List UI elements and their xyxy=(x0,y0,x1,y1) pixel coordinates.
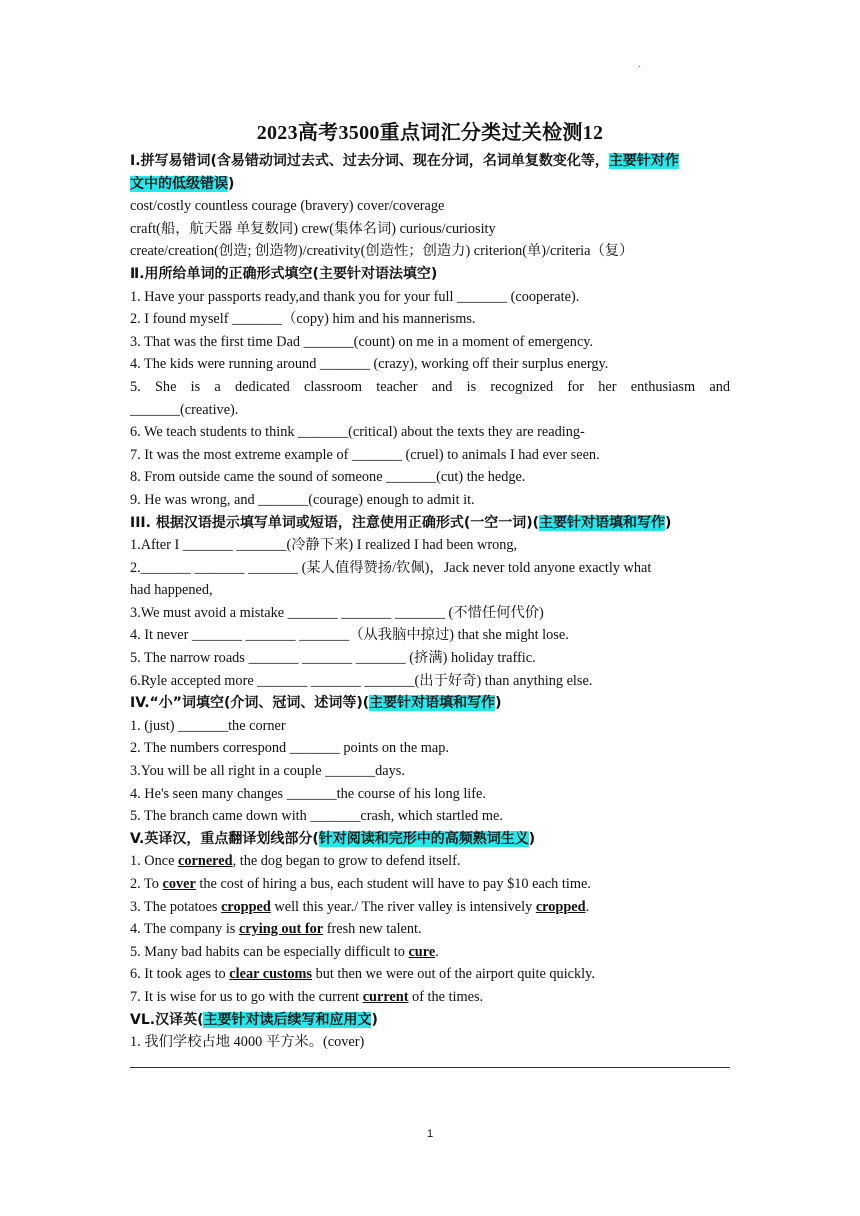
underlined-term: cover xyxy=(162,876,196,892)
answer-line xyxy=(130,1067,730,1068)
page-title: 2023高考3500重点词汇分类过关检测12 xyxy=(256,122,604,144)
exercise-item: 8. From outside came the sound of someone _______(cut) the hedge. xyxy=(130,469,526,486)
highlight: 主要针对语填和写作 xyxy=(539,514,666,531)
exercise-item: 4. He's seen many changes _______the course of his long life. xyxy=(130,785,486,802)
corner-mark: · xyxy=(638,62,642,73)
vocab-line: create/creation(创造; 创造物)/creativity(创造性；创造力) criterion(单)/criteria（复） xyxy=(130,243,634,260)
underlined-term: cropped xyxy=(535,898,586,915)
underlined-term: cure xyxy=(408,943,436,960)
vocab-line: craft(船，航天器 单复数同) crew(集体名词) curious/curiosity xyxy=(130,220,496,237)
section2-heading: Ⅱ.用所给单词的正确形式填空(主要针对语法填空) xyxy=(130,265,438,282)
section1-heading-cont: 文中的低级错误) xyxy=(130,175,235,192)
vocab-line: cost/costly countless courage (bravery) cover/coverage xyxy=(130,198,445,215)
translation-item: 3. The potatoes cropped well this year./ The river valley is intensively cropped. xyxy=(130,898,590,915)
exercise-item: 7. It was the most extreme example of _______ (cruel) to animals I had ever seen. xyxy=(130,446,600,463)
section1-heading: Ⅰ.拼写易错词(含易错动词过去式、过去分词、现在分词，名词单复数变化等，主要针对作 xyxy=(130,153,679,169)
highlight: 主要针对读后续写和应用文 xyxy=(203,1011,372,1028)
section3-heading: III. 根据汉语提示填写单词或短语，注意使用正确形式(一空一词)(主要针对语填和写作) xyxy=(130,514,672,531)
exercise-item: 6.Ryle accepted more _______ _______ _______(出于好奇) than anything else. xyxy=(130,672,593,689)
underlined-term: clear customs xyxy=(229,966,312,983)
section4-heading: IV.“小”词填空(介词、冠词、述词等)(主要针对语填和写作) xyxy=(130,695,502,712)
exercise-item: 2. I found myself _______（copy) him and his mannerisms. xyxy=(130,311,476,328)
exercise-item: 9. He was wrong, and _______(courage) enough to admit it. xyxy=(130,491,475,508)
section6-heading: VL.汉译英(主要针对读后续写和应用文) xyxy=(130,1011,378,1028)
translation-item: 4. The company is crying out for fresh new talent. xyxy=(130,921,422,938)
exercise-item: 3.You will be all right in a couple _______days. xyxy=(130,763,405,780)
exercise-item: 2. The numbers correspond _______ points on the map. xyxy=(130,740,449,757)
underlined-term: current xyxy=(362,988,409,1005)
exercise-item: 3. That was the first time Dad _______(count) on me in a moment of emergency. xyxy=(130,333,594,350)
underlined-term: cropped xyxy=(221,898,271,915)
highlight: 针对阅读和完形中的高频熟词生义 xyxy=(318,830,529,847)
highlight: 主要针对作 xyxy=(608,153,679,169)
exercise-item: 1. Have your passports ready,and thank you for your full _______ (cooperate). xyxy=(130,288,580,305)
exercise-item: 4. It never _______ _______ _______（从我脑中掠过) that she might lose. xyxy=(130,627,569,644)
highlight: 文中的低级错误 xyxy=(130,175,228,192)
exercise-item: 5. The narrow roads _______ _______ _______ (挤满) holiday traffic. xyxy=(130,650,536,667)
exercise-item-cont: had happened, xyxy=(130,582,213,599)
translation-item: 2. To cover the cost of hiring a bus, each student will have to pay $10 each time. xyxy=(130,876,591,892)
translation-item: 6. It took ages to clear customs but then we were out of the airport quite quickly. xyxy=(130,966,595,983)
exercise-item-cont: _______(creative). xyxy=(130,401,239,418)
underlined-term: crying out for xyxy=(238,921,324,938)
translation-item: 1. Once cornered, the dog began to grow to defend itself. xyxy=(130,853,461,870)
highlight: 主要针对语填和写作 xyxy=(369,695,496,712)
translation-item: 5. Many bad habits can be especially difficult to cure. xyxy=(130,943,439,960)
section5-heading: V.英译汉，重点翻译划线部分(针对阅读和完形中的高频熟词生义) xyxy=(130,830,536,847)
exercise-item: 2._______ _______ _______ (某人值得赞扬/钦佩)，Jack never told anyone exactly what xyxy=(130,559,652,576)
exercise-item: 5. The branch came down with _______crash, which startled me. xyxy=(130,808,503,825)
document-body xyxy=(130,150,730,1054)
exercise-item: 1. (just) _______the corner xyxy=(130,717,286,734)
exercise-item: 1.After I _______ _______(冷静下来) I realized I had been wrong, xyxy=(130,537,518,554)
page-number: 1 xyxy=(426,1128,434,1140)
exercise-item: 4. The kids were running around _______ (crazy), working off their surplus energy. xyxy=(130,356,609,373)
exercise-item: 3.We must avoid a mistake _______ _______ _______ (不惜任何代价) xyxy=(130,604,544,621)
exercise-item: 5. She is a dedicated classroom teacher and is recognized for her enthusiasm and xyxy=(130,378,730,395)
underlined-term: cornered xyxy=(178,853,233,870)
exercise-item: 6. We teach students to think _______(critical) about the texts they are reading- xyxy=(130,424,585,441)
translation-item: 7. It is wise for us to go with the current current of the times. xyxy=(130,988,484,1005)
exercise-item: 1. 我们学校占地 4000 平方米。(cover) xyxy=(130,1034,365,1051)
